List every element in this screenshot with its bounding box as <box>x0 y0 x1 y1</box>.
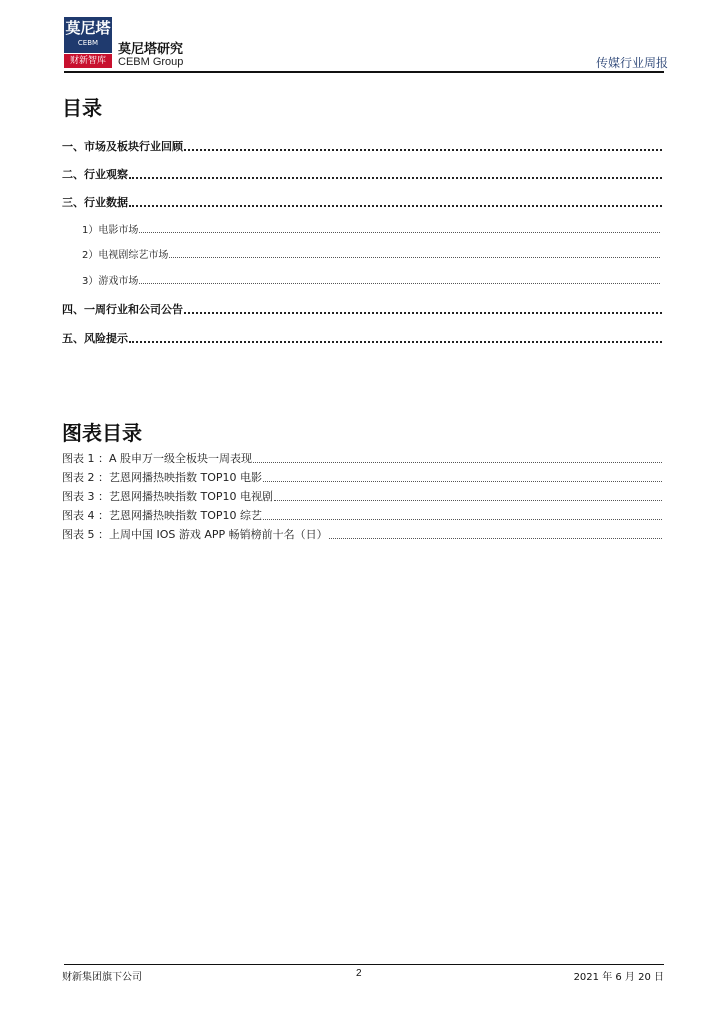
figure-entry-label: 图表 2 ：艺恩网播热映指数 TOP10 电影 <box>62 471 262 484</box>
figure-entry-label: 图表 1 ：A 股申万一级全板块一周表现 <box>62 452 253 465</box>
toc-entry-label: 四、一周行业和公司公告 <box>62 303 183 316</box>
logo-top-block <box>64 17 112 53</box>
figures-heading: 图表目录 <box>62 421 142 445</box>
dot-leader <box>253 462 662 463</box>
toc-entry-industry-data[interactable] <box>62 194 662 210</box>
toc-entry-market-review[interactable] <box>62 138 662 154</box>
toc-entry-risk-warning[interactable] <box>62 330 662 346</box>
brand-name-en: CEBM Group <box>118 56 184 68</box>
toc-entry-game-market[interactable] <box>82 272 660 287</box>
logo-en-text: CEBM <box>77 39 99 47</box>
figure-entry-label: 图表 4 ：艺恩网播热映指数 TOP10 综艺 <box>62 509 262 522</box>
figure-entry-4[interactable] <box>62 507 662 523</box>
footer-date: 2021 年 6 月 20 日 <box>573 972 664 983</box>
figure-entry-5[interactable] <box>62 526 662 542</box>
toc-entry-film-market[interactable] <box>82 221 660 236</box>
report-type: 传媒行业周报 <box>595 56 668 70</box>
toc-entry-label: 1）电影市场 <box>82 225 139 236</box>
brand-name-cn: 莫尼塔研究 <box>118 42 184 57</box>
toc-entry-label: 2）电视剧综艺市场 <box>82 250 169 261</box>
page-number: 2 <box>356 968 362 979</box>
footer-company: 财新集团旗下公司 <box>62 972 142 983</box>
dot-leader <box>274 500 662 501</box>
dot-leader <box>184 312 662 314</box>
figure-entry-2[interactable] <box>62 469 662 485</box>
toc-heading: 目录 <box>62 96 102 120</box>
dot-leader <box>129 177 662 179</box>
dot-leader <box>169 257 660 258</box>
dot-leader <box>263 519 662 520</box>
toc-entry-label: 3）游戏市场 <box>82 276 139 287</box>
logo-cn-text: 莫尼塔 <box>65 19 111 37</box>
dot-leader <box>139 232 660 233</box>
toc-entry-weekly-announcements[interactable] <box>62 301 662 317</box>
dot-leader <box>329 538 662 539</box>
header-divider <box>64 71 664 73</box>
dot-leader <box>129 205 662 207</box>
dot-leader <box>139 283 660 284</box>
toc-entry-industry-observation[interactable] <box>62 166 662 182</box>
dot-leader <box>263 481 662 482</box>
figure-entry-label: 图表 5 ：上周中国 IOS 游戏 APP 畅销榜前十名（日） <box>62 528 328 541</box>
figure-entry-3[interactable] <box>62 488 662 504</box>
logo-bottom-text: 财新智库 <box>64 54 112 68</box>
dot-leader <box>184 149 662 151</box>
toc-entry-label: 五、风险提示 <box>62 332 128 345</box>
cebm-logo <box>64 17 112 68</box>
toc-entry-label: 三、行业数据 <box>62 196 128 209</box>
dot-leader <box>129 341 662 343</box>
figure-entry-label: 图表 3 ：艺恩网播热映指数 TOP10 电视剧 <box>62 490 273 503</box>
toc-entry-label: 一、市场及板块行业回顾 <box>62 140 183 153</box>
toc-entry-label: 二、行业观察 <box>62 168 128 181</box>
footer-divider <box>64 964 664 965</box>
figure-entry-1[interactable] <box>62 450 662 466</box>
toc-entry-tv-variety-market[interactable] <box>82 246 660 261</box>
